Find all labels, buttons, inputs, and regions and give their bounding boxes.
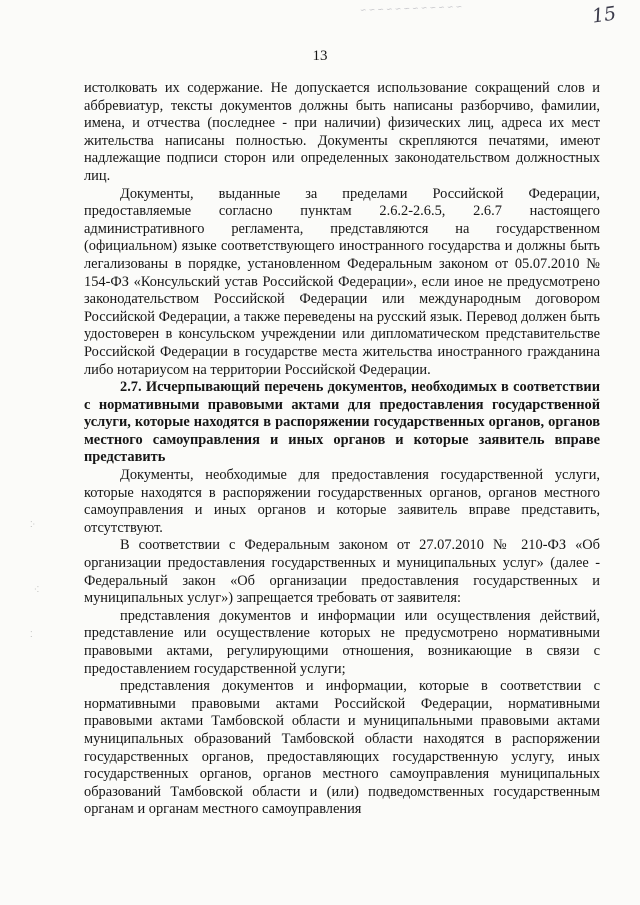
- margin-mark: ·⁚: [34, 585, 40, 594]
- paragraph-federal-law: В соответствии с Федеральным законом от 27.07.2010 № 210-ФЗ «Об организации предоставления государственных и муниципальных услуг» (далее - Федеральный закон «Об организации предоставления государственных и муниципальных услуг») запрещается требовать от заявителя:: [84, 537, 600, 607]
- handwritten-page-number: 15: [590, 2, 618, 28]
- list-item-prohibition-1: представления документов и информации или осуществления действий, представление или осуществление которых не предусмотрено нормативными правовыми актами, регулирующими отношения, возникающие в связи с предоставлением государственной услуги;: [84, 607, 600, 677]
- page-number: 13: [312, 48, 328, 64]
- list-item-prohibition-2: представления документов и информации, которые в соответствии с нормативными правовыми актами Российской Федерации, нормативными правовыми актами Тамбовской области и муниципальными правовыми актами муниципальных образований Тамбовской области находятся в распоряжении государственных органов, предоставляющих государственную услугу, иных государственных органов, органов местного самоуправления муниципальных образований Тамбовской области и (или) подведомственных государственным органам и органам местного самоуправления: [84, 678, 600, 818]
- section-heading-2-7: 2.7. Исчерпывающий перечень документов, необходимых в соответствии с нормативными правовыми актами для предоставления государственной услуги, которые находятся в распоряжении государственных органов, органов местного самоуправления и иных органов и которые заявитель вправе представить: [84, 379, 600, 466]
- margin-mark: ⁚·: [30, 520, 36, 529]
- margin-mark: ⁚: [30, 630, 33, 639]
- paragraph-foreign-documents: Документы, выданные за пределами Российской Федерации, предоставляемые согласно пунктам 2.6.2-2.6.5, 2.6.7 настоящего административного регламента, представляются на государственном (официальном) языке соответствующего иностранного государства и должны быть легализованы в порядке, установленном Федеральным законом от 05.07.2010 № 154-ФЗ «Консульский устав Российской Федерации», если иное не предусмотрено законодательством Российской Федерации или международным договором Российской Федерации, а также переведены на русский язык. Перевод должен быть удостоверен в консульском учреждении или дипломатическом представительстве Российской Федерации в государстве места жительства иностранного гражданина либо нотариусом на территории Российской Федерации.: [84, 185, 600, 378]
- faint-stamp-text: ∽ ∽ ∽ ∽ ∽ ∽ ∽ ∽ ∽ ∽ ∽ ∽: [359, 2, 463, 15]
- document-body: [84, 80, 600, 819]
- paragraph-continuation: истолковать их содержание. Не допускается использование сокращений слов и аббревиатур, тексты документов должны быть написаны разборчиво, фамилии, имена, и отчества (последнее - при наличии) физических лиц, адреса их мест жительства написаны полностью. Документы скрепляются печатями, имеют надлежащие подписи сторон или определенных законодательством должностных лиц.: [84, 80, 600, 184]
- paragraph-documents-absent: Документы, необходимые для предоставления государственной услуги, которые находятся в распоряжении государственных органов, органов местного самоуправления и иных органов и которые заявитель вправе представить, отсутствуют.: [84, 467, 600, 536]
